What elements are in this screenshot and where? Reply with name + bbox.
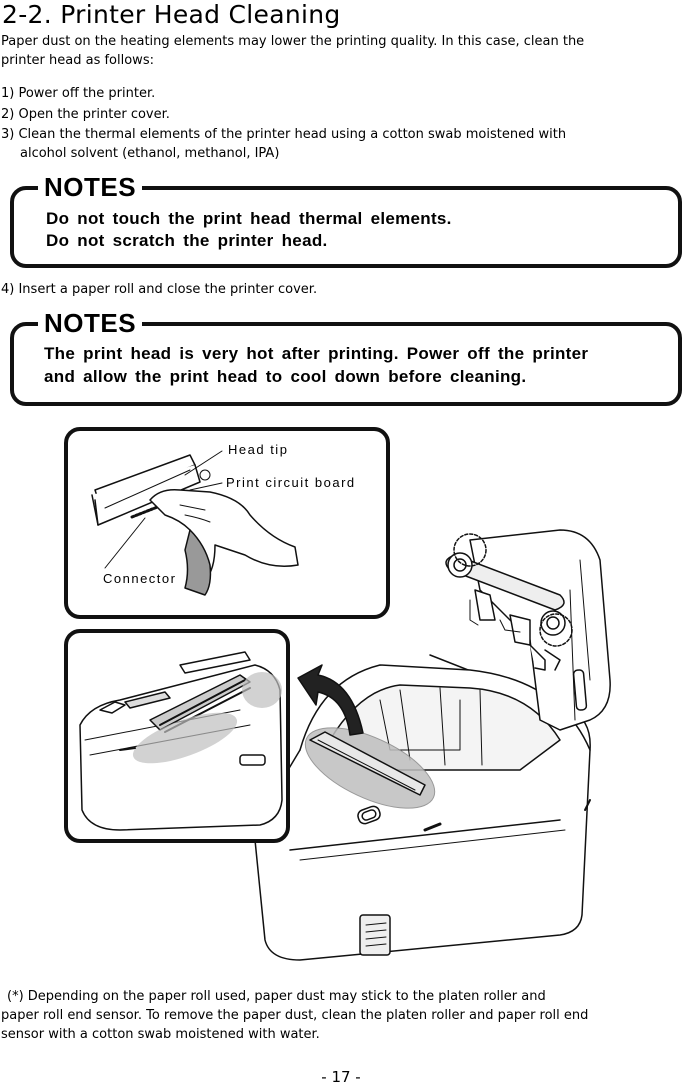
- notes-1-line-2: Do not scratch the printer head.: [46, 231, 328, 250]
- inset-head-area-detail: [66, 631, 288, 841]
- notes-tag-1: NOTES: [38, 174, 142, 200]
- step-1: 1) Power off the printer.: [1, 86, 156, 101]
- label-head-tip: Head tip: [228, 442, 289, 457]
- footnote-line-1: (*) Depending on the paper roll used, paper dust may stick to the platen roller and: [7, 989, 546, 1004]
- step-3-line-1: 3) Clean the thermal elements of the printer head using a cotton swab moistened with: [1, 127, 567, 142]
- footnote-line-3: sensor with a cotton swab moistened with water.: [1, 1027, 320, 1042]
- step-4: 4) Insert a paper roll and close the printer cover.: [1, 282, 318, 297]
- notes-2-line-1: The print head is very hot after printing. Power off the printer: [44, 344, 589, 363]
- step-2: 2) Open the printer cover.: [1, 107, 170, 122]
- step-3-line-2: alcohol solvent (ethanol, methanol, IPA): [20, 146, 280, 161]
- inset-cleaning-detail: [66, 429, 388, 617]
- section-heading: 2-2. Printer Head Cleaning: [2, 0, 341, 29]
- intro-line-1: Paper dust on the heating elements may lower the printing quality. In this case, clean the: [1, 34, 585, 49]
- notes-1-line-1: Do not touch the print head thermal elements.: [46, 209, 452, 228]
- label-connector: Connector: [103, 571, 177, 586]
- notes-2-line-2: and allow the print head to cool down before cleaning.: [44, 367, 527, 386]
- page-number: - 17 -: [321, 1068, 361, 1086]
- printer-cleaning-illustration: [0, 420, 682, 970]
- intro-line-2: printer head as follows:: [1, 53, 154, 68]
- footnote-line-2: paper roll end sensor. To remove the paper dust, clean the platen roller and paper roll end: [1, 1008, 589, 1023]
- notes-tag-2: NOTES: [38, 310, 142, 336]
- label-print-circuit-board: Print circuit board: [226, 475, 356, 490]
